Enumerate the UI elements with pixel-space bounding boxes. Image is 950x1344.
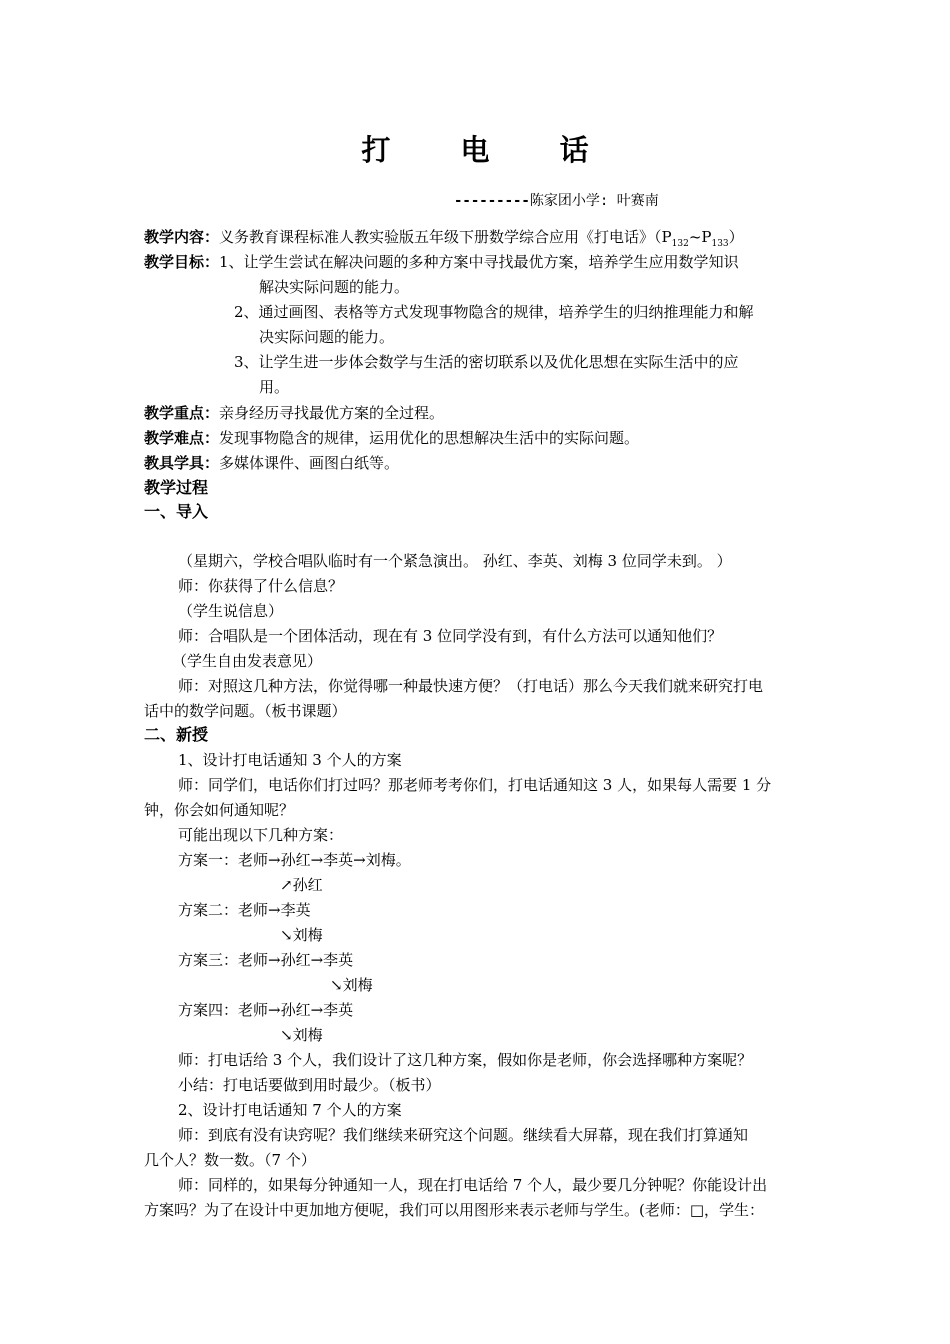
- key-label: 教学重点：: [144, 404, 220, 422]
- plan-4-branch-down: ↘刘梅: [280, 1026, 323, 1044]
- content-sub1: 132: [671, 239, 689, 249]
- difficulty-line: [144, 428, 639, 448]
- content-sub2: 133: [711, 239, 729, 249]
- key-line: [144, 403, 444, 423]
- section1-line-2: 师：你获得了什么信息？: [178, 577, 344, 595]
- section2-line-5: 师：打电话给 3 个人，我们设计了这几种方案，假如你是老师，你会选择哪种方案呢？: [178, 1051, 753, 1069]
- section2-heading: 二、新授: [144, 725, 209, 744]
- section2-line-10: 师：同样的，如果每分钟通知一人，现在打电话给 7 个人，最少要几分钟呢？你能设计出: [178, 1176, 768, 1194]
- author-dashes: ---------: [454, 193, 530, 209]
- author-name: 陈家团小学: 叶赛南: [529, 193, 659, 209]
- section2-line-6: 小结：打电话要做到用时最少。（板书）: [178, 1076, 441, 1094]
- tools-line: [144, 453, 399, 473]
- process-heading: 教学过程: [144, 478, 209, 497]
- section1-line-5: （学生自由发表意见）: [172, 652, 323, 670]
- goal1-a: 1、让学生尝试在解决问题的多种方案中寻找最优方案，培养学生应用数学知识: [219, 253, 739, 271]
- tools-label: 教具学具：: [144, 454, 220, 472]
- content-text: 义务教育课程标准人教实验版五年级下册数学综合应用《打电话》（P: [219, 228, 672, 246]
- key-text: 亲身经历寻找最优方案的全过程。: [219, 404, 445, 422]
- plan-4: 方案四：老师→孙红→李英: [178, 1001, 354, 1019]
- goal2-b: 决实际问题的能力。: [259, 328, 395, 346]
- section2-line-4: 可能出现以下几种方案：: [178, 826, 344, 844]
- section2-line-3: 钟，你会如何通知呢？: [144, 801, 295, 819]
- section1-line-3: （学生说信息）: [178, 602, 284, 620]
- plan-1: 方案一：老师→孙红→李英→刘梅。: [178, 851, 411, 869]
- author-line: [454, 190, 659, 210]
- section1-line-1: （星期六，学校合唱队临时有一个紧急演出。 孙红、李英、刘梅 3 位同学未到。 ）: [178, 552, 732, 570]
- section2-line-8: 师：到底有没有诀窍呢？我们继续来研究这个问题。继续看大屏幕，现在我们打算通知: [178, 1126, 749, 1144]
- section2-line-7: 2、设计打电话通知 7 个人的方案: [178, 1101, 402, 1119]
- content-mid: ~P: [688, 228, 712, 246]
- section1-line-6: 师：对照这几种方法，你觉得哪一种最快速方便？（打电话）那么今天我们就来研究打电: [178, 677, 764, 695]
- plan-2-branch-up: ↗孙红: [280, 876, 323, 894]
- plan-2: 方案二：老师→李英: [178, 901, 311, 919]
- section1-heading: 一、导入: [144, 502, 209, 521]
- document-title: 打 电 话: [361, 133, 619, 167]
- section2-line-11: 方案吗？为了在设计中更加地方便呢，我们可以用图形来表示老师与学生。(老师：□，学生：: [144, 1201, 765, 1219]
- section2-line-2: 师：同学们，电话你们打过吗？那老师考考你们，打电话通知这 3 人，如果每人需要 1 分: [178, 776, 772, 794]
- goal2-a: 2、通过画图、表格等方式发现事物隐含的规律，培养学生的归纳推理能力和解: [234, 303, 754, 321]
- goal3-a: 3、让学生进一步体会数学与生活的密切联系以及优化思想在实际生活中的应: [234, 353, 739, 371]
- goal3-b: 用。: [259, 378, 290, 396]
- difficulty-text: 发现事物隐含的规律，运用优化的思想解决生活中的实际问题。: [219, 429, 640, 447]
- content-line: [144, 227, 744, 254]
- section1-line-4: 师：合唱队是一个团体活动，现在有 3 位同学没有到，有什么方法可以通知他们？: [178, 627, 723, 645]
- difficulty-label: 教学难点：: [144, 429, 220, 447]
- section2-line-9: 几个人？数一数。（7 个）: [144, 1151, 316, 1169]
- section2-line-1: 1、设计打电话通知 3 个人的方案: [178, 751, 402, 769]
- goals-label: 教学目标：: [144, 253, 220, 271]
- content-label: 教学内容：: [144, 228, 220, 246]
- plan-3: 方案三：老师→孙红→李英: [178, 951, 354, 969]
- goals-line-1: [144, 252, 739, 272]
- plan-2-branch-down: ↘刘梅: [280, 926, 323, 944]
- section1-line-7: 话中的数学问题。（板书课题）: [144, 702, 347, 720]
- plan-3-branch-down: ↘刘梅: [330, 976, 373, 994]
- goal1-b: 解决实际问题的能力。: [259, 278, 410, 296]
- content-end: ）: [728, 228, 744, 246]
- tools-text: 多媒体课件、画图白纸等。: [219, 454, 400, 472]
